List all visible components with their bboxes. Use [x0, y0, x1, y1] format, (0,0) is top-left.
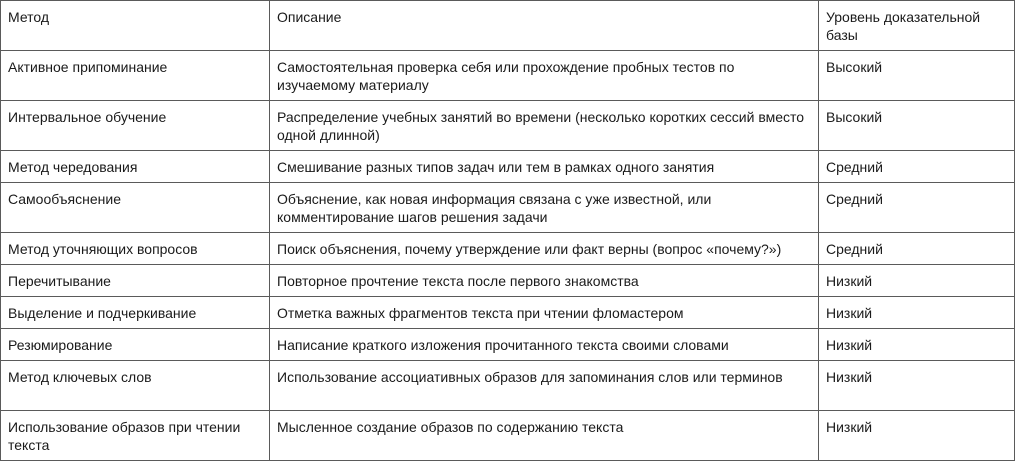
table-row — [1, 183, 1015, 233]
evidence-level-cell: Низкий — [819, 329, 1015, 361]
table-row — [1, 101, 1015, 151]
description-cell: Самостоятельная проверка себя или прохождение пробных тестов по изучаемому материалу — [270, 51, 819, 101]
evidence-level-cell: Высокий — [819, 101, 1015, 151]
table-row — [1, 151, 1015, 183]
description-cell: Использование ассоциативных образов для запоминания слов или терминов — [270, 361, 819, 411]
method-cell: Интервальное обучение — [1, 101, 270, 151]
description-cell: Написание краткого изложения прочитанного текста своими словами — [270, 329, 819, 361]
header-method: Метод — [1, 1, 270, 51]
description-cell: Повторное прочтение текста после первого знакомства — [270, 265, 819, 297]
table-row — [1, 51, 1015, 101]
description-cell: Распределение учебных занятий во времени (несколько коротких сессий вместо одной длинной) — [270, 101, 819, 151]
description-cell: Отметка важных фрагментов текста при чтении фломастером — [270, 297, 819, 329]
evidence-level-cell: Средний — [819, 183, 1015, 233]
evidence-level-cell: Средний — [819, 233, 1015, 265]
evidence-level-cell: Низкий — [819, 411, 1015, 461]
table-row — [1, 411, 1015, 461]
header-description: Описание — [270, 1, 819, 51]
method-cell: Выделение и подчеркивание — [1, 297, 270, 329]
method-cell: Активное припоминание — [1, 51, 270, 101]
description-cell: Смешивание разных типов задач или тем в рамках одного занятия — [270, 151, 819, 183]
method-cell: Использование образов при чтении текста — [1, 411, 270, 461]
evidence-level-cell: Высокий — [819, 51, 1015, 101]
method-cell: Метод ключевых слов — [1, 361, 270, 411]
description-cell: Мысленное создание образов по содержанию текста — [270, 411, 819, 461]
evidence-level-cell: Низкий — [819, 361, 1015, 411]
table-row — [1, 265, 1015, 297]
method-cell: Перечитывание — [1, 265, 270, 297]
description-cell: Поиск объяснения, почему утверждение или факт верны (вопрос «почему?») — [270, 233, 819, 265]
table-header-row — [1, 1, 1015, 51]
description-cell: Объяснение, как новая информация связана с уже известной, или комментирование шагов решения задачи — [270, 183, 819, 233]
table-row — [1, 297, 1015, 329]
method-cell: Самообъяснение — [1, 183, 270, 233]
evidence-level-cell: Низкий — [819, 297, 1015, 329]
evidence-level-cell: Средний — [819, 151, 1015, 183]
header-evidence-level: Уровень доказательной базы — [819, 1, 1015, 51]
table-row — [1, 361, 1015, 411]
table-row — [1, 329, 1015, 361]
method-cell: Резюмирование — [1, 329, 270, 361]
method-cell: Метод уточняющих вопросов — [1, 233, 270, 265]
table-row — [1, 233, 1015, 265]
evidence-level-cell: Низкий — [819, 265, 1015, 297]
method-cell: Метод чередования — [1, 151, 270, 183]
